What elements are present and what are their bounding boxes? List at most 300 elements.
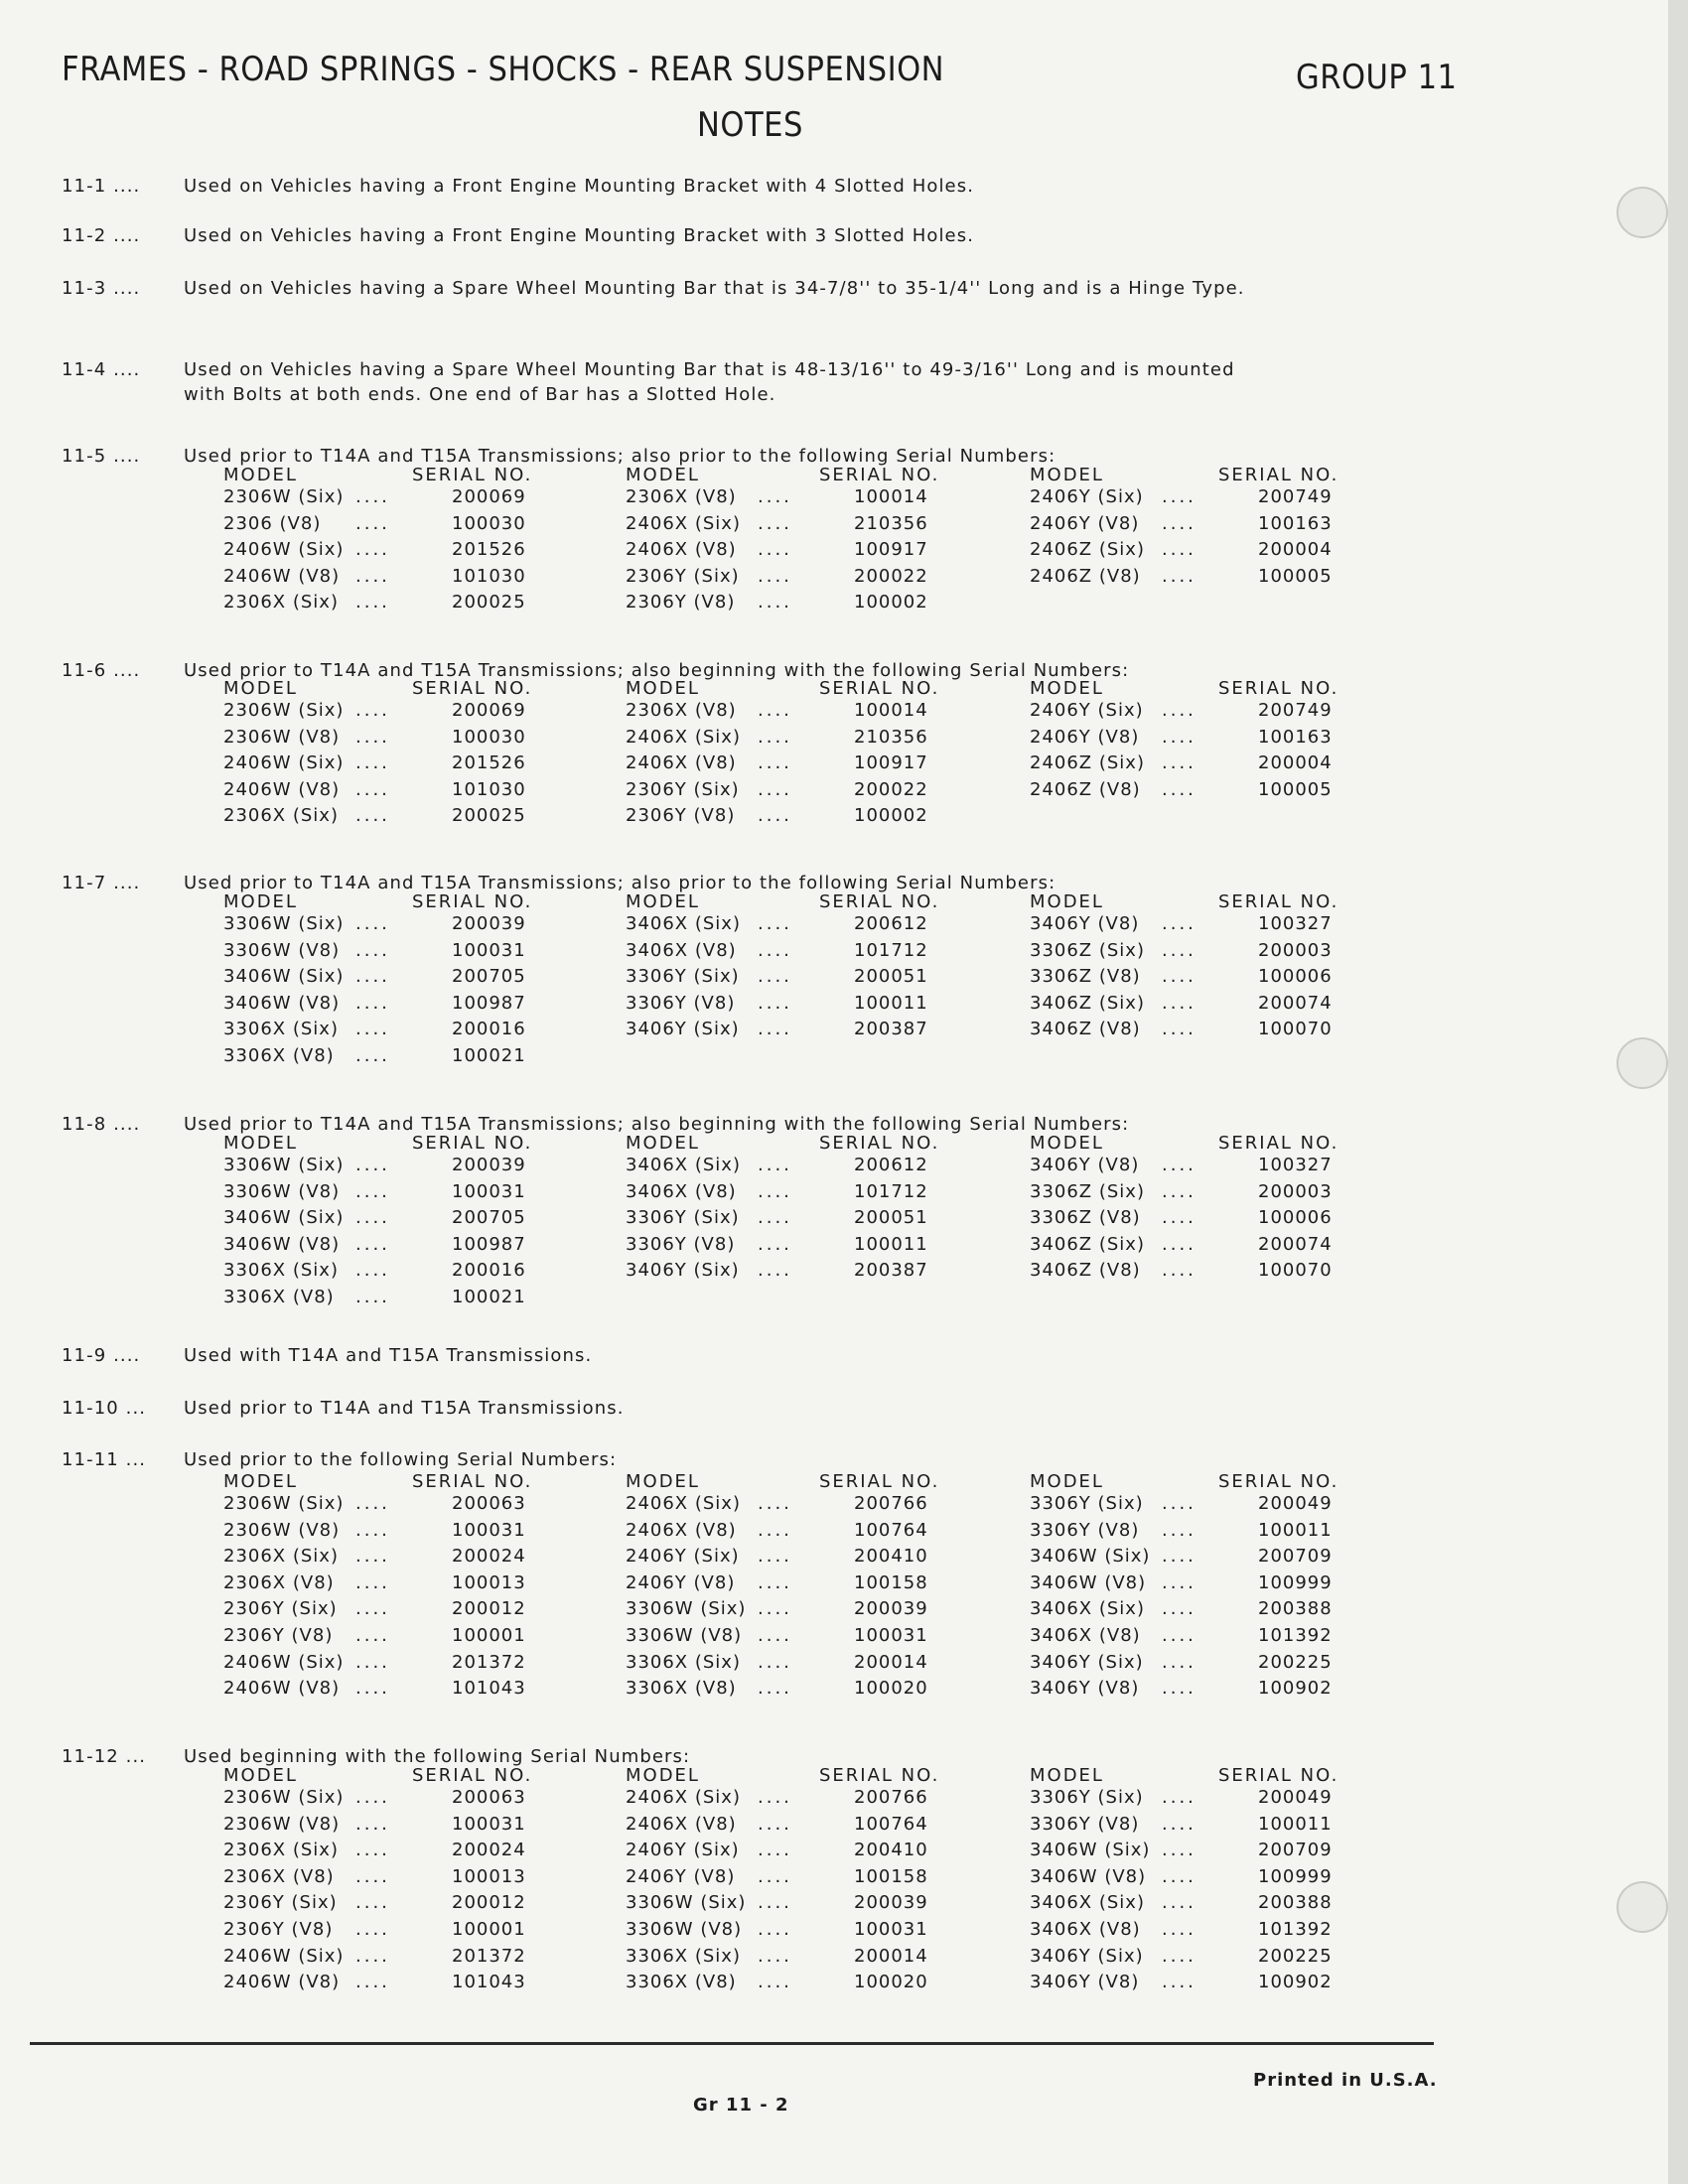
- serial-table: [223, 1133, 1345, 1369]
- model-cell: 3406X (V8): [626, 1180, 737, 1202]
- model-cell: 2306 (V8): [223, 512, 322, 534]
- column-header: [1030, 1133, 1357, 1155]
- serial-cell: 100011: [1258, 1813, 1333, 1835]
- table-row: [223, 1866, 551, 1891]
- leader-dots: ....: [355, 1571, 390, 1593]
- table-row: [1030, 1678, 1357, 1703]
- leader-dots: ....: [1162, 1519, 1196, 1541]
- leader-dots: ....: [1162, 752, 1196, 774]
- column-header: [626, 1471, 953, 1493]
- leader-dots: ....: [1162, 939, 1196, 961]
- model-cell: 3306X (Six): [626, 1651, 741, 1673]
- leader-dots: ....: [1162, 913, 1196, 934]
- table-row: [223, 1207, 551, 1232]
- serial-cell: 200049: [1258, 1787, 1333, 1808]
- serial-cell: 100021: [452, 1287, 526, 1307]
- note-item: [62, 276, 1432, 326]
- table-row: [1030, 566, 1357, 591]
- serial-column: [626, 1133, 953, 1369]
- serial-cell: 100021: [452, 1045, 526, 1066]
- serial-cell: 200014: [854, 1945, 928, 1967]
- model-cell: 2406X (Six): [626, 1493, 741, 1514]
- note-number: 11-11 ...: [62, 1449, 147, 1470]
- leader-dots: ....: [758, 1840, 792, 1861]
- serial-column: [223, 1471, 551, 1707]
- model-cell: 2306X (Six): [223, 592, 339, 614]
- serial-header: SERIAL NO.: [819, 1133, 940, 1154]
- serial-cell: 200024: [452, 1546, 526, 1568]
- serial-column: [626, 891, 953, 1128]
- serial-header: SERIAL NO.: [1218, 1471, 1339, 1492]
- model-cell: 3406X (Six): [1030, 1892, 1145, 1914]
- serial-cell: 100902: [1258, 1678, 1333, 1700]
- serial-cell: 100163: [1258, 726, 1333, 748]
- serial-cell: 100987: [452, 992, 526, 1014]
- table-row: [1030, 1155, 1357, 1179]
- model-cell: 2306Y (V8): [626, 592, 736, 614]
- note-number: 11-10 ...: [62, 1398, 147, 1419]
- serial-cell: 200004: [1258, 752, 1333, 774]
- serial-column: [223, 1133, 551, 1369]
- table-row: [626, 752, 953, 777]
- model-cell: 3306Y (V8): [626, 992, 736, 1014]
- model-cell: 2406Y (V8): [1030, 512, 1140, 534]
- leader-dots: ....: [758, 512, 792, 534]
- model-cell: 2406X (V8): [626, 752, 737, 774]
- serial-cell: 100999: [1258, 1865, 1333, 1887]
- serial-cell: 200749: [1258, 486, 1333, 507]
- model-cell: 3306Z (V8): [1030, 1207, 1141, 1229]
- model-cell: 3306W (V8): [223, 939, 341, 961]
- table-row: [223, 993, 551, 1018]
- leader-dots: ....: [1162, 778, 1196, 800]
- serial-cell: 100011: [854, 992, 928, 1014]
- leader-dots: ....: [758, 939, 792, 961]
- serial-header: SERIAL NO.: [1218, 465, 1339, 485]
- leader-dots: ....: [758, 539, 792, 561]
- table-row: [223, 913, 551, 938]
- table-row: [223, 966, 551, 991]
- note-number: 11-2 ....: [62, 225, 141, 246]
- model-cell: 3306X (V8): [223, 1287, 335, 1307]
- note-number: 11-12 ...: [62, 1746, 147, 1767]
- table-row: [1030, 1625, 1357, 1650]
- serial-cell: 210356: [854, 726, 928, 748]
- table-row: [223, 779, 551, 804]
- model-cell: 3306X (V8): [626, 1678, 737, 1700]
- model-header: MODEL: [223, 1133, 298, 1154]
- table-row: [626, 1493, 953, 1518]
- note-number: 11-3 ....: [62, 278, 141, 299]
- model-cell: 3406Z (Six): [1030, 1233, 1145, 1255]
- table-row: [626, 1652, 953, 1677]
- leader-dots: ....: [355, 700, 390, 721]
- model-header: MODEL: [626, 1133, 700, 1154]
- table-row: [626, 1260, 953, 1285]
- table-row: [626, 913, 953, 938]
- leader-dots: ....: [758, 1919, 792, 1940]
- serial-column: [223, 1765, 551, 2001]
- model-cell: 2306X (Six): [223, 1840, 339, 1861]
- serial-column: [223, 891, 551, 1128]
- table-row: [223, 1260, 551, 1285]
- model-cell: 2406X (V8): [626, 1519, 737, 1541]
- table-row: [1030, 913, 1357, 938]
- leader-dots: ....: [758, 592, 792, 614]
- leader-dots: ....: [758, 1678, 792, 1700]
- model-cell: 2406Z (V8): [1030, 778, 1141, 800]
- serial-cell: 100002: [854, 592, 928, 614]
- table-row: [1030, 752, 1357, 777]
- serial-header: SERIAL NO.: [1218, 1765, 1339, 1786]
- leader-dots: ....: [355, 1787, 390, 1808]
- model-cell: 3306X (Six): [223, 1260, 339, 1282]
- model-cell: 2406W (V8): [223, 1678, 341, 1700]
- serial-cell: 100020: [854, 1972, 928, 1993]
- serial-cell: 200022: [854, 565, 928, 587]
- table-row: [1030, 1019, 1357, 1043]
- model-cell: 3306X (Six): [626, 1945, 741, 1967]
- model-cell: 2406Y (Six): [626, 1840, 740, 1861]
- serial-cell: 100327: [1258, 913, 1333, 934]
- leader-dots: ....: [758, 1233, 792, 1255]
- column-header: [1030, 1471, 1357, 1493]
- model-header: MODEL: [626, 1765, 700, 1786]
- leader-dots: ....: [1162, 1155, 1196, 1175]
- model-cell: 3406Y (Six): [1030, 1651, 1144, 1673]
- leader-dots: ....: [355, 1625, 390, 1646]
- leader-dots: ....: [355, 1207, 390, 1229]
- note-number: 11-9 ....: [62, 1345, 141, 1366]
- serial-cell: 200069: [452, 486, 526, 507]
- leader-dots: ....: [355, 486, 390, 507]
- leader-dots: ....: [758, 486, 792, 507]
- table-row: [223, 1520, 551, 1545]
- table-row: [1030, 1972, 1357, 1996]
- serial-cell: 100006: [1258, 966, 1333, 988]
- model-cell: 3306Y (Six): [1030, 1493, 1144, 1514]
- model-cell: 2406W (V8): [223, 565, 341, 587]
- table-row: [1030, 727, 1357, 751]
- model-cell: 2406Y (V8): [626, 1865, 736, 1887]
- model-header: MODEL: [1030, 1765, 1104, 1786]
- table-row: [1030, 1892, 1357, 1917]
- serial-cell: 200051: [854, 966, 928, 988]
- serial-cell: 200612: [854, 1155, 928, 1175]
- table-row: [626, 1787, 953, 1812]
- model-header: MODEL: [223, 891, 298, 912]
- serial-cell: 100031: [452, 1813, 526, 1835]
- model-cell: 2406W (Six): [223, 752, 345, 774]
- model-cell: 2306Y (Six): [626, 565, 740, 587]
- serial-cell: 200012: [452, 1892, 526, 1914]
- model-header: MODEL: [626, 891, 700, 912]
- model-cell: 3406X (Six): [626, 1155, 741, 1175]
- serial-header: SERIAL NO.: [819, 1471, 940, 1492]
- model-header: MODEL: [223, 1471, 298, 1492]
- leader-dots: ....: [1162, 1840, 1196, 1861]
- table-row: [626, 1181, 953, 1206]
- serial-cell: 100031: [854, 1625, 928, 1646]
- leader-dots: ....: [1162, 539, 1196, 561]
- serial-column: [626, 1765, 953, 2001]
- model-cell: 3306W (Six): [223, 913, 345, 934]
- table-row: [223, 1946, 551, 1971]
- serial-cell: 200049: [1258, 1493, 1333, 1514]
- model-cell: 3306W (V8): [626, 1919, 743, 1940]
- model-cell: 2306W (V8): [223, 1813, 341, 1835]
- serial-cell: 101043: [452, 1972, 526, 1993]
- model-cell: 2306W (Six): [223, 1787, 345, 1808]
- serial-header: SERIAL NO.: [412, 891, 533, 912]
- leader-dots: ....: [355, 913, 390, 934]
- leader-dots: ....: [355, 1045, 390, 1066]
- serial-cell: 100902: [1258, 1972, 1333, 1993]
- table-row: [626, 1155, 953, 1179]
- serial-cell: 100031: [854, 1919, 928, 1940]
- model-cell: 3406W (Six): [1030, 1840, 1151, 1861]
- leader-dots: ....: [1162, 1598, 1196, 1620]
- leader-dots: ....: [1162, 1019, 1196, 1040]
- table-row: [223, 1787, 551, 1812]
- table-row: [1030, 539, 1357, 564]
- table-row: [626, 1207, 953, 1232]
- model-cell: 2406Y (Six): [1030, 700, 1144, 721]
- leader-dots: ....: [355, 1019, 390, 1040]
- table-row: [223, 1919, 551, 1944]
- model-header: MODEL: [626, 465, 700, 485]
- model-cell: 2406X (V8): [626, 539, 737, 561]
- leader-dots: ....: [758, 966, 792, 988]
- note-text: Used prior to T14A and T15A Transmissions; also prior to the following Serial Numbers:: [184, 873, 1056, 893]
- column-header: [1030, 678, 1357, 700]
- serial-column: [1030, 891, 1357, 1128]
- table-row: [626, 805, 953, 830]
- serial-cell: 200003: [1258, 939, 1333, 961]
- model-cell: 2306Y (V8): [626, 805, 736, 827]
- model-cell: 2306X (Six): [223, 805, 339, 827]
- leader-dots: ....: [1162, 1892, 1196, 1914]
- serial-cell: 200388: [1258, 1598, 1333, 1620]
- leader-dots: ....: [758, 565, 792, 587]
- model-cell: 2306Y (V8): [223, 1625, 334, 1646]
- serial-cell: 101030: [452, 565, 526, 587]
- serial-header: SERIAL NO.: [1218, 891, 1339, 912]
- note-text: Used with T14A and T15A Transmissions.: [184, 1345, 593, 1366]
- model-cell: 3406Y (Six): [1030, 1945, 1144, 1967]
- column-header: [223, 1133, 551, 1155]
- model-cell: 3306X (Six): [223, 1019, 339, 1040]
- leader-dots: ....: [355, 1598, 390, 1620]
- serial-cell: 101712: [854, 1180, 928, 1202]
- leader-dots: ....: [758, 1260, 792, 1282]
- leader-dots: ....: [355, 1813, 390, 1835]
- serial-cell: 101712: [854, 939, 928, 961]
- serial-cell: 100013: [452, 1865, 526, 1887]
- leader-dots: ....: [1162, 1919, 1196, 1940]
- model-cell: 2406Y (Six): [1030, 486, 1144, 507]
- note-text: Used prior to T14A and T15A Transmissions; also beginning with the following Serial Numbers:: [184, 1114, 1130, 1135]
- leader-dots: ....: [355, 939, 390, 961]
- column-header: [626, 891, 953, 913]
- note-number: 11-4 ....: [62, 359, 141, 380]
- table-row: [1030, 1234, 1357, 1259]
- table-row: [223, 1678, 551, 1703]
- model-cell: 3406W (Six): [223, 966, 345, 988]
- model-cell: 2306X (Six): [223, 1546, 339, 1568]
- note-text: Used on Vehicles having a Front Engine Mounting Bracket with 4 Slotted Holes.: [184, 176, 975, 197]
- serial-cell: 100917: [854, 752, 928, 774]
- table-row: [1030, 1181, 1357, 1206]
- model-cell: 2406X (V8): [626, 1813, 737, 1835]
- column-header: [223, 891, 551, 913]
- leader-dots: ....: [758, 1180, 792, 1202]
- leader-dots: ....: [758, 1207, 792, 1229]
- model-cell: 2406W (Six): [223, 1651, 345, 1673]
- model-cell: 3306Z (Six): [1030, 1180, 1145, 1202]
- table-row: [223, 513, 551, 538]
- table-row: [626, 566, 953, 591]
- binder-hole: [1617, 187, 1668, 238]
- serial-cell: 100987: [452, 1233, 526, 1255]
- table-row: [1030, 1652, 1357, 1677]
- model-cell: 3306Y (V8): [1030, 1519, 1140, 1541]
- leader-dots: ....: [758, 1892, 792, 1914]
- leader-dots: ....: [758, 752, 792, 774]
- serial-cell: 100030: [452, 512, 526, 534]
- table-row: [1030, 1546, 1357, 1570]
- serial-cell: 200766: [854, 1493, 928, 1514]
- model-cell: 2406X (Six): [626, 726, 741, 748]
- model-cell: 3306Z (V8): [1030, 966, 1141, 988]
- serial-cell: 200074: [1258, 1233, 1333, 1255]
- serial-cell: 100020: [854, 1678, 928, 1700]
- footer-rule: [30, 2042, 1434, 2045]
- table-row: [626, 1572, 953, 1597]
- note-number: 11-8 ....: [62, 1114, 141, 1135]
- serial-cell: 200225: [1258, 1651, 1333, 1673]
- leader-dots: ....: [355, 1865, 390, 1887]
- model-cell: 3406W (V8): [1030, 1571, 1147, 1593]
- leader-dots: ....: [355, 1678, 390, 1700]
- leader-dots: ....: [355, 1840, 390, 1861]
- model-cell: 3406Z (Six): [1030, 992, 1145, 1014]
- note-item: [62, 1396, 1432, 1445]
- model-cell: 2306X (V8): [626, 700, 737, 721]
- note-text: Used prior to the following Serial Numbers:: [184, 1449, 618, 1470]
- leader-dots: ....: [758, 700, 792, 721]
- serial-cell: 100031: [452, 1519, 526, 1541]
- serial-cell: 101030: [452, 778, 526, 800]
- model-header: MODEL: [223, 678, 298, 699]
- serial-header: SERIAL NO.: [1218, 1133, 1339, 1154]
- printed-label: Printed in U.S.A.: [1253, 2070, 1438, 2091]
- column-header: [223, 1765, 551, 1787]
- leader-dots: ....: [1162, 1207, 1196, 1229]
- table-row: [223, 752, 551, 777]
- column-header: [626, 678, 953, 700]
- serial-cell: 101392: [1258, 1625, 1333, 1646]
- serial-cell: 200225: [1258, 1945, 1333, 1967]
- serial-cell: 200749: [1258, 700, 1333, 721]
- table-row: [626, 1892, 953, 1917]
- model-cell: 3406X (Six): [626, 913, 741, 934]
- table-row: [626, 1814, 953, 1839]
- serial-header: SERIAL NO.: [412, 1133, 533, 1154]
- note-text: Used prior to T14A and T15A Transmissions.: [184, 1398, 625, 1419]
- serial-cell: 100070: [1258, 1260, 1333, 1282]
- column-header: [1030, 465, 1357, 486]
- note-number: 11-7 ....: [62, 873, 141, 893]
- note-text: Used beginning with the following Serial Numbers:: [184, 1746, 691, 1767]
- leader-dots: ....: [355, 1519, 390, 1541]
- table-row: [626, 1678, 953, 1703]
- serial-cell: 200709: [1258, 1840, 1333, 1861]
- leader-dots: ....: [758, 778, 792, 800]
- table-row: [626, 513, 953, 538]
- table-row: [626, 592, 953, 616]
- table-row: [1030, 700, 1357, 725]
- table-row: [223, 1045, 551, 1070]
- model-header: MODEL: [1030, 1471, 1104, 1492]
- leader-dots: ....: [758, 1155, 792, 1175]
- table-row: [223, 1019, 551, 1043]
- leader-dots: ....: [758, 1019, 792, 1040]
- model-cell: 3306Y (V8): [1030, 1813, 1140, 1835]
- note-item: [62, 174, 1432, 223]
- model-cell: 3406W (Six): [223, 1207, 345, 1229]
- leader-dots: ....: [758, 1787, 792, 1808]
- model-cell: 2306X (V8): [223, 1571, 335, 1593]
- serial-cell: 100031: [452, 939, 526, 961]
- leader-dots: ....: [758, 992, 792, 1014]
- table-row: [223, 1840, 551, 1864]
- table-row: [223, 805, 551, 830]
- table-row: [1030, 1493, 1357, 1518]
- leader-dots: ....: [355, 1919, 390, 1940]
- table-row: [223, 940, 551, 965]
- leader-dots: ....: [355, 966, 390, 988]
- table-row: [223, 1155, 551, 1179]
- table-row: [626, 1520, 953, 1545]
- table-row: [1030, 486, 1357, 511]
- serial-table: [223, 1471, 1345, 1707]
- serial-cell: 100014: [854, 486, 928, 507]
- model-cell: 2406W (V8): [223, 1972, 341, 1993]
- serial-table: [223, 1765, 1345, 2001]
- serial-cell: 100163: [1258, 512, 1333, 534]
- model-cell: 3406X (V8): [1030, 1919, 1141, 1940]
- model-cell: 2306W (V8): [223, 726, 341, 748]
- table-row: [223, 539, 551, 564]
- leader-dots: ....: [1162, 486, 1196, 507]
- model-cell: 3306W (Six): [223, 1155, 345, 1175]
- serial-cell: 100011: [854, 1233, 928, 1255]
- model-cell: 3406X (V8): [626, 939, 737, 961]
- leader-dots: ....: [758, 1813, 792, 1835]
- serial-cell: 200039: [854, 1892, 928, 1914]
- table-row: [223, 566, 551, 591]
- column-header: [626, 1765, 953, 1787]
- model-cell: 3406X (V8): [1030, 1625, 1141, 1646]
- table-row: [626, 1019, 953, 1043]
- leader-dots: ....: [355, 1180, 390, 1202]
- serial-header: SERIAL NO.: [412, 1471, 533, 1492]
- serial-column: [1030, 1765, 1357, 2001]
- serial-header: SERIAL NO.: [1218, 678, 1339, 699]
- leader-dots: ....: [1162, 1571, 1196, 1593]
- model-cell: 2406Y (V8): [626, 1571, 736, 1593]
